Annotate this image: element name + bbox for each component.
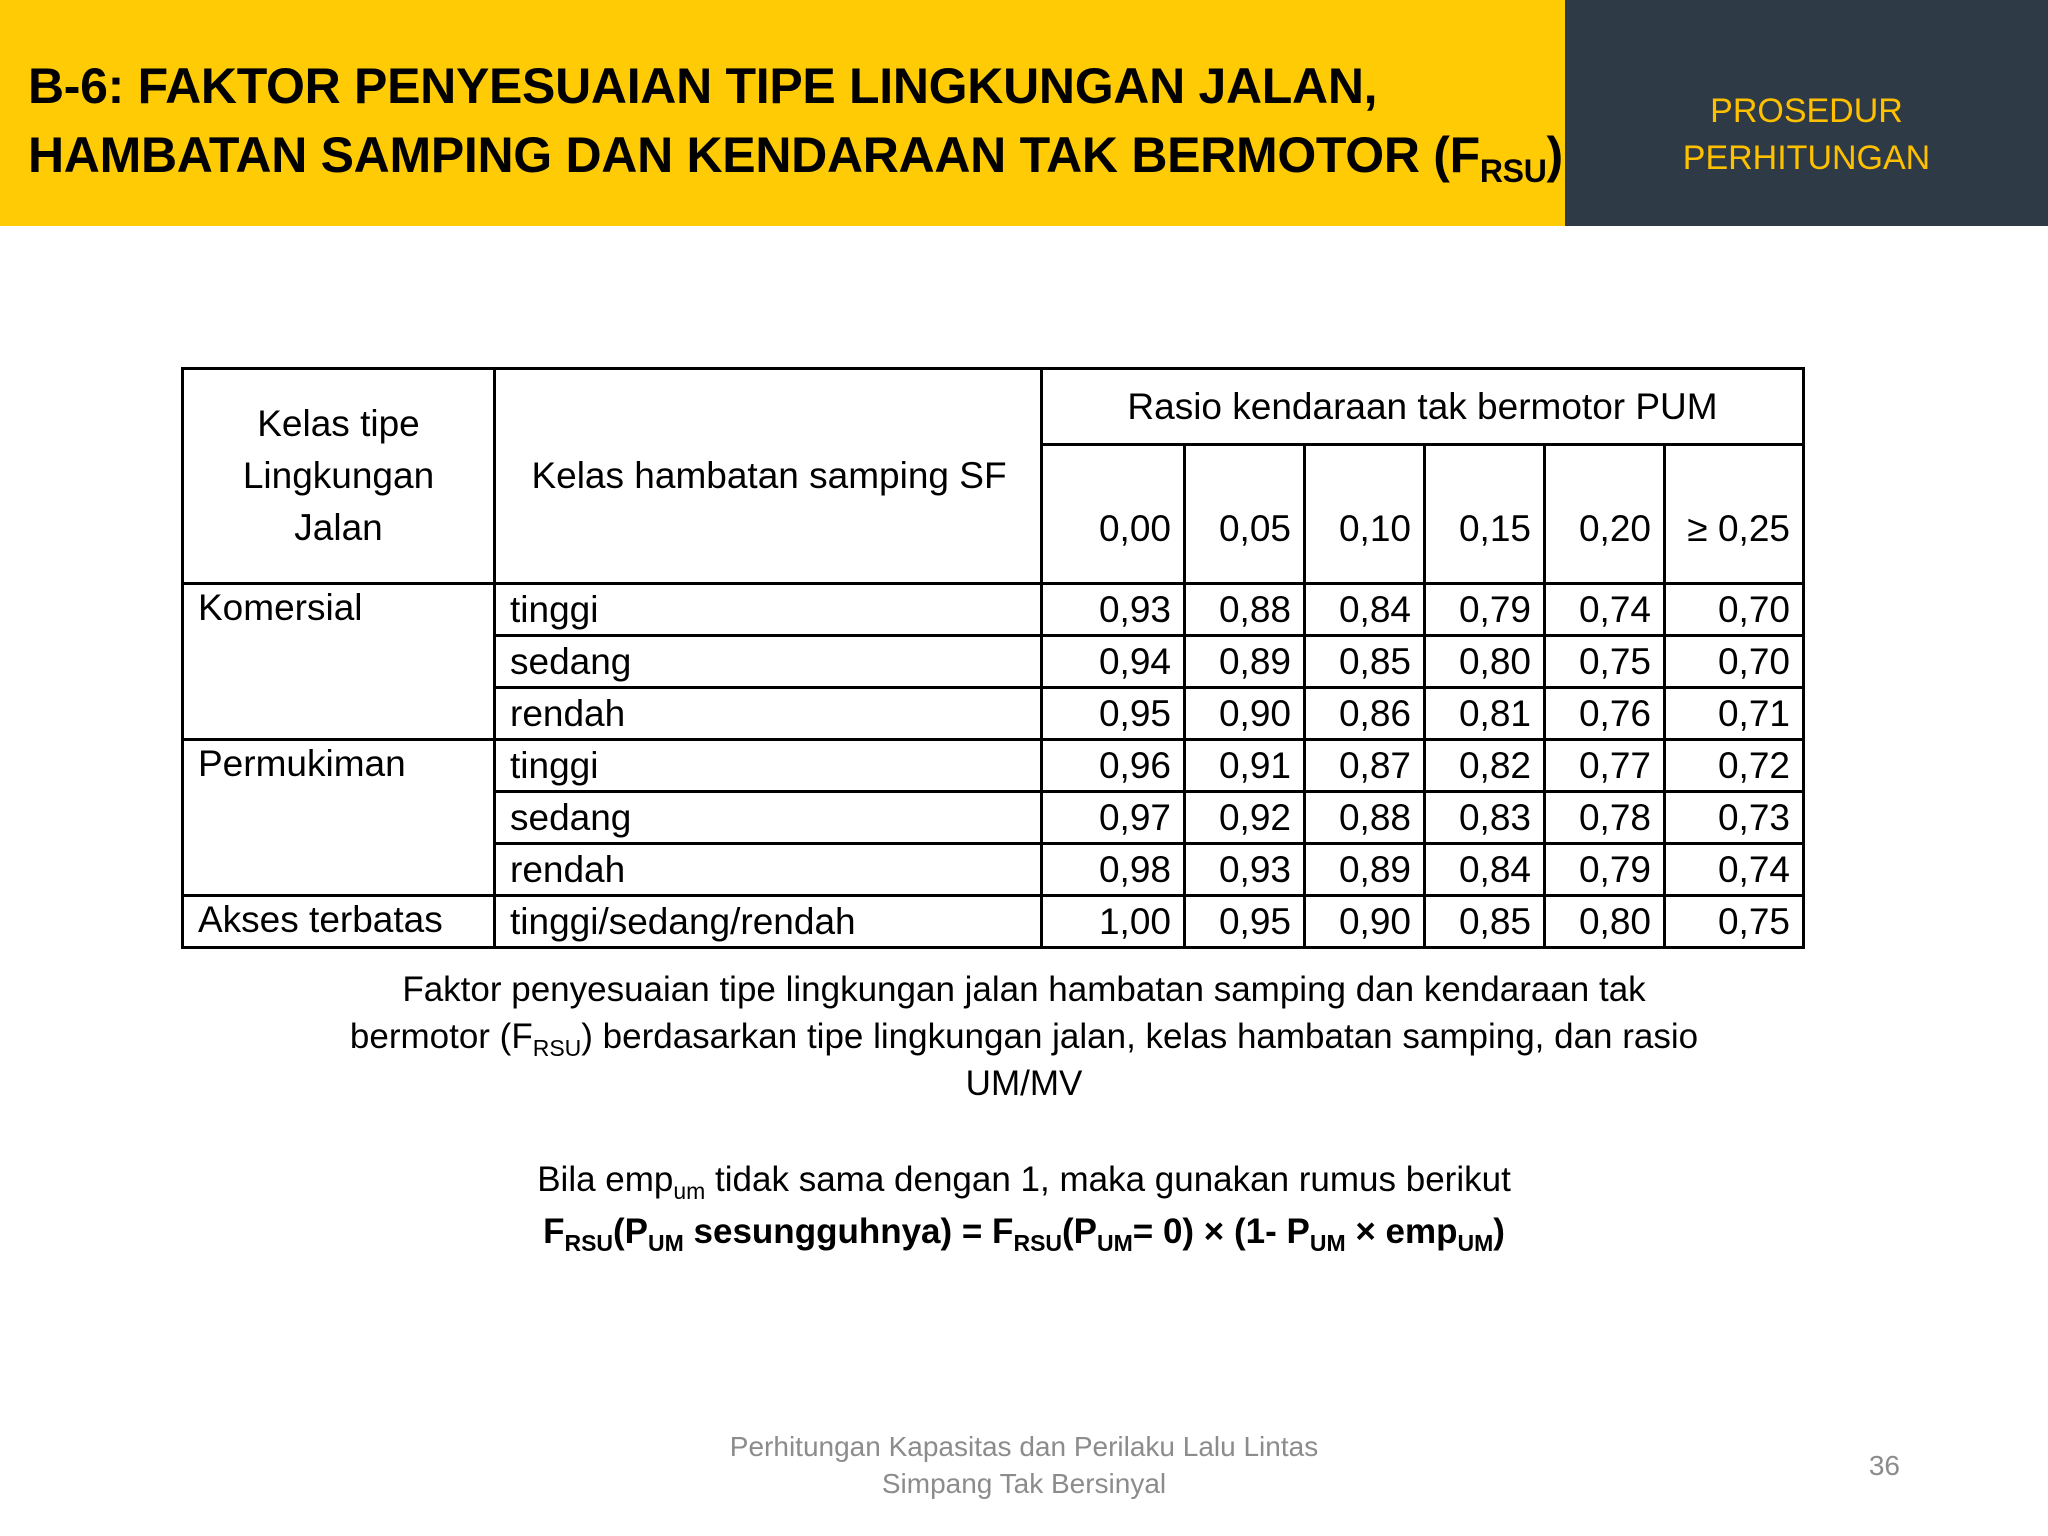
title-line-2-end: ) [1546,127,1563,183]
value-cell: 0,85 [1425,896,1545,948]
formula-subscript: UM [1097,1230,1133,1256]
value-cell: 0,80 [1425,636,1545,688]
sf-cell: tinggi [495,584,1042,636]
value-cell: 0,73 [1665,792,1804,844]
slide-title-line-1: B-6: FAKTOR PENYESUAIAN TIPE LINGKUNGAN JALAN, [28,58,1378,114]
caption-subscript: RSU [532,1035,582,1061]
sf-cell: rendah [495,688,1042,740]
section-box [1565,0,2048,226]
formula-text: F [543,1212,565,1251]
frsu-table [181,367,1805,949]
formula-text: (P [613,1212,649,1251]
formula-subscript: UM [1309,1230,1346,1256]
value-cell: 0,74 [1545,584,1665,636]
caption-text: bermotor (F [349,1017,533,1056]
value-cell: 0,76 [1545,688,1665,740]
value-cell: 0,83 [1425,792,1545,844]
value-cell: 0,75 [1545,636,1665,688]
note-subscript: um [673,1178,706,1204]
value-cell: 0,88 [1305,792,1425,844]
value-cell: 0,85 [1305,636,1425,688]
table-caption [270,966,1778,1107]
value-cell: 0,84 [1305,584,1425,636]
value-cell: 0,74 [1665,844,1804,896]
title-line-2-main: HAMBATAN SAMPING DAN KENDARAAN TAK BERMOTOR (F [28,127,1480,183]
value-cell: 0,79 [1545,844,1665,896]
value-cell: 0,93 [1042,584,1185,636]
env-cell: Permukiman [183,740,495,896]
ratio-column-header: 0,00 [1042,445,1185,584]
ratio-column-header: ≥ 0,25 [1665,445,1804,584]
ratio-column-header: 0,15 [1425,445,1545,584]
header-env-line-3: Jalan [294,507,383,548]
emp-note [270,1156,1778,1203]
ratio-column-header: 0,20 [1545,445,1665,584]
sf-cell: sedang [495,792,1042,844]
value-cell: 0,86 [1305,688,1425,740]
sf-cell: tinggi/sedang/rendah [495,896,1042,948]
slide-title [28,52,1568,190]
value-cell: 0,90 [1305,896,1425,948]
formula-subscript: UM [648,1230,684,1256]
caption-line-2 [270,1013,1778,1060]
section-label-line-1: PROSEDUR [1710,92,1903,130]
value-cell: 0,97 [1042,792,1185,844]
formula-subscript: UM [1457,1230,1494,1256]
value-cell: 0,92 [1185,792,1305,844]
value-cell: 0,94 [1042,636,1185,688]
table-row [183,584,1804,636]
value-cell: 0,98 [1042,844,1185,896]
value-cell: 0,88 [1185,584,1305,636]
footer-line-2: Simpang Tak Bersinyal [881,1468,1167,1499]
value-cell: 0,93 [1185,844,1305,896]
table-row [183,740,1804,792]
header-side-friction: Kelas hambatan samping SF [495,369,1042,584]
section-label [1565,88,2048,182]
caption-line-1: Faktor penyesuaian tipe lingkungan jalan hambatan samping dan kendaraan tak [402,970,1646,1009]
formula-subscript: RSU [1013,1230,1063,1256]
value-cell: 0,70 [1665,584,1804,636]
caption-line-3: UM/MV [965,1064,1083,1103]
header-env-line-2: Lingkungan [242,455,435,496]
caption-text: ) berdasarkan tipe lingkungan jalan, kelas hambatan samping, dan rasio [581,1017,1699,1056]
slide-title-line-2 [28,121,1568,190]
value-cell: 0,80 [1545,896,1665,948]
header-env-line-1: Kelas tipe [257,403,420,444]
value-cell: 0,77 [1545,740,1665,792]
formula-text: (P [1062,1212,1098,1251]
page-number: 36 [1868,1450,1900,1481]
header-env-type [183,369,495,584]
value-cell: 0,71 [1665,688,1804,740]
section-label-line-2: PERHITUNGAN [1682,139,1931,177]
value-cell: 0,84 [1425,844,1545,896]
value-cell: 0,89 [1305,844,1425,896]
value-cell: 0,72 [1665,740,1804,792]
value-cell: 0,79 [1425,584,1545,636]
value-cell: 0,89 [1185,636,1305,688]
value-cell: 0,91 [1185,740,1305,792]
value-cell: 1,00 [1042,896,1185,948]
note-text: tidak sama dengan 1, maka gunakan rumus berikut [705,1160,1511,1199]
value-cell: 0,87 [1305,740,1425,792]
ratio-column-header: 0,10 [1305,445,1425,584]
ratio-column-header: 0,05 [1185,445,1305,584]
formula-subscript: RSU [564,1230,614,1256]
value-cell: 0,70 [1665,636,1804,688]
frsu-formula [270,1208,1778,1255]
formula-text: ) [1493,1212,1505,1251]
header-ratio: Rasio kendaraan tak bermotor PUM [1042,369,1804,445]
sf-cell: tinggi [495,740,1042,792]
footer [624,1428,1424,1502]
value-cell: 0,75 [1665,896,1804,948]
sf-cell: rendah [495,844,1042,896]
value-cell: 0,95 [1042,688,1185,740]
value-cell: 0,96 [1042,740,1185,792]
table-row [183,896,1804,948]
env-cell: Akses terbatas [183,896,495,948]
value-cell: 0,78 [1545,792,1665,844]
formula-text: sesungguhnya) = F [683,1212,1014,1251]
footer-line-1: Perhitungan Kapasitas dan Perilaku Lalu Lintas [729,1431,1319,1462]
formula-text: × emp [1345,1212,1458,1251]
value-cell: 0,81 [1425,688,1545,740]
sf-cell: sedang [495,636,1042,688]
title-subscript: RSU [1479,153,1547,189]
value-cell: 0,95 [1185,896,1305,948]
value-cell: 0,90 [1185,688,1305,740]
note-text: Bila emp [537,1160,674,1199]
formula-text: = 0) × (1- P [1132,1212,1310,1251]
env-cell: Komersial [183,584,495,740]
value-cell: 0,82 [1425,740,1545,792]
